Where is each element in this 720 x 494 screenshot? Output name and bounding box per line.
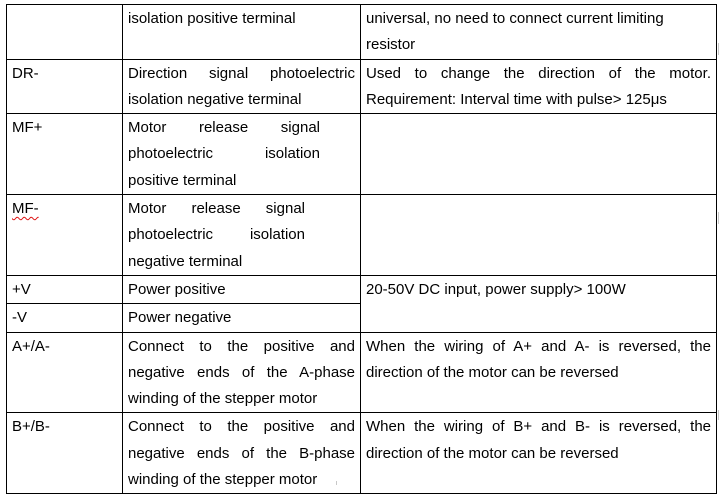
table-row [7,332,717,413]
description-cell: Connect to the positive and negative ends of the A-phase winding of the stepper motor [123,332,361,413]
signal-cell: +V [7,275,123,303]
note-cell: universal, no need to connect current limiting resistor [361,5,717,60]
table-row [7,413,717,494]
description-cell: Power positive [123,275,361,303]
page-edge-mark [718,212,719,224]
table-row [7,5,717,60]
table-row [7,59,717,114]
signal-cell [7,5,123,60]
signal-text: MF- [12,200,39,218]
note-cell [361,114,717,195]
pin-definition-table [6,4,717,494]
note-cell: When the wiring of B+ and B- is reversed, the direction of the motor can be reversed [361,413,717,494]
description-cell: Motor release signal photoelectric isolation positive terminal [123,114,361,195]
description-cell: Connect to the positive and negative ends of the B-phase winding of the stepper motor [123,413,361,494]
page-edge-mark [718,43,719,55]
table-row [7,195,717,276]
signal-cell: B+/B- [7,413,123,494]
signal-cell: MF+ [7,114,123,195]
table-row [7,275,717,303]
page-edge-mark [718,410,719,420]
description-cell: Direction signal photoelectric isolation negative terminal [123,59,361,114]
note-cell: When the wiring of A+ and A- is reversed, the direction of the motor can be reversed [361,332,717,413]
signal-cell: A+/A- [7,332,123,413]
description-cell: Motor release signal photoelectric isolation negative terminal [123,195,361,276]
note-cell: Used to change the direction of the motor. Requirement: Interval time with pulse> 125μs [361,59,717,114]
note-cell: 20-50V DC input, power supply> 100W [361,275,717,332]
note-cell [361,195,717,276]
description-cell: Power negative [123,304,361,332]
description-cell: isolation positive terminal [123,5,361,60]
page-edge-mark [336,481,337,485]
signal-cell [7,195,123,276]
signal-cell: -V [7,304,123,332]
signal-cell: DR- [7,59,123,114]
table-row [7,114,717,195]
